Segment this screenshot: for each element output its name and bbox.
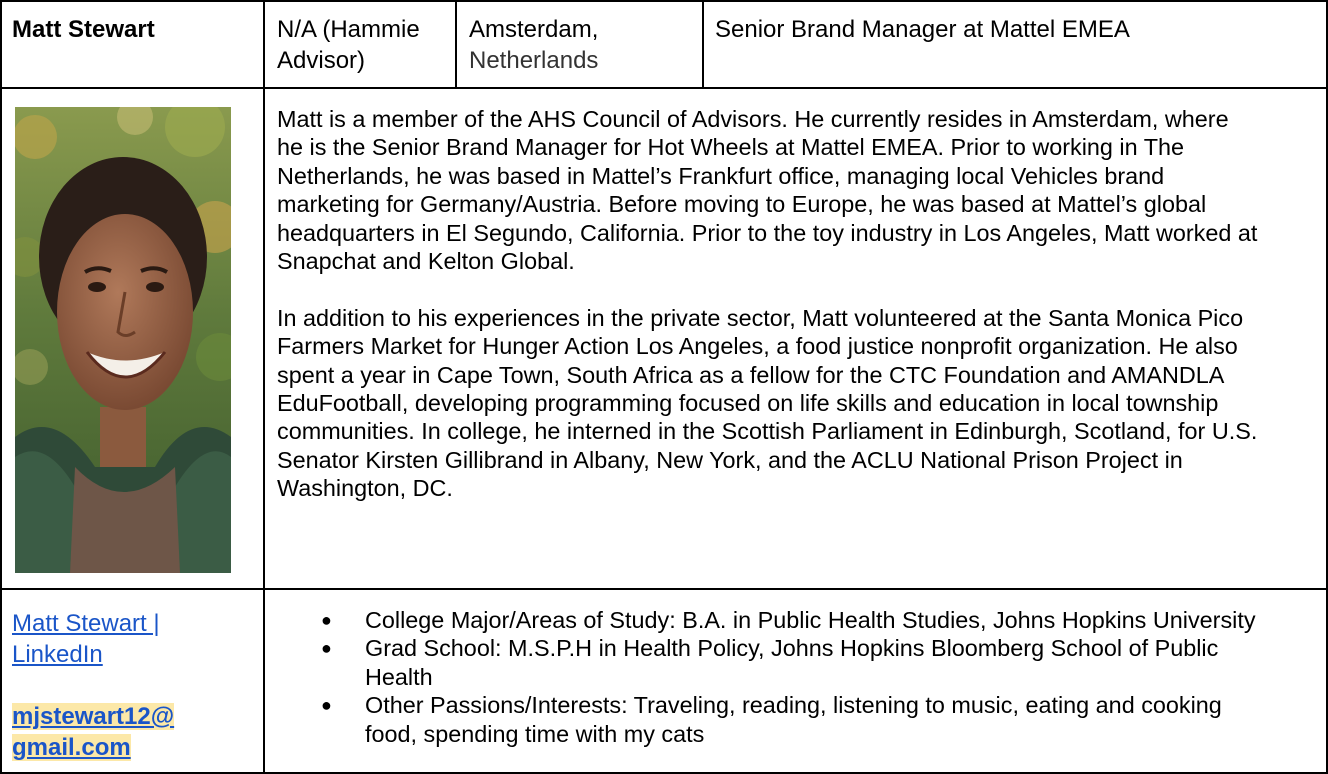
bio-line: spent a year in Cape Town, South Africa as a fellow for the CTC Foundation and AMANDLA: [277, 361, 1225, 388]
job-title: Senior Brand Manager at Mattel EMEA: [715, 16, 1130, 43]
bio-line: communities. In college, he interned in the Scottish Parliament in Edinburgh, Scotland, for U.S.: [277, 418, 1258, 445]
fact-line: Health: [365, 663, 433, 690]
location-line-2: Netherlands: [469, 47, 599, 74]
list-item: [321, 634, 1314, 691]
email-link[interactable]: [12, 703, 174, 761]
bio-line: Snapchat and Kelton Global.: [277, 248, 575, 275]
bio-line: In addition to his experiences in the private sector, Matt volunteered at the Santa Monica Pico: [277, 304, 1244, 331]
facts-list: [265, 606, 1314, 748]
bio-line: he is the Senior Brand Manager for Hot Wheels at Mattel EMEA. Prior to working in The: [277, 134, 1185, 161]
facts-cell: [263, 588, 1328, 774]
bio-line: Senator Kirsten Gillibrand in Albany, New York, and the ACLU National Prison Project in: [277, 446, 1183, 473]
role-line-1: N/A (Hammie: [277, 16, 420, 43]
role-cell: [263, 0, 457, 89]
list-item: [321, 691, 1314, 748]
bio-paragraph-2: [277, 304, 1314, 503]
fact-line: Other Passions/Interests: Traveling, reading, listening to music, eating and cooking: [365, 692, 1222, 719]
name-cell: [0, 0, 265, 89]
links-cell: [0, 588, 265, 774]
bio-line: Washington, DC.: [277, 475, 453, 502]
bio-cell: [263, 87, 1328, 590]
fact-line: food, spending time with my cats: [365, 720, 705, 747]
bullet-icon: ●: [321, 695, 332, 716]
bio-line: Netherlands, he was based in Mattel’s Frankfurt office, managing local Vehicles brand: [277, 162, 1165, 189]
linkedin-link-line-1[interactable]: Matt Stewart |: [12, 610, 160, 637]
portrait-photo: [15, 107, 231, 573]
email-link-line-2[interactable]: gmail.com: [12, 734, 131, 761]
bio-line: Farmers Market for Hunger Action Los Angeles, a food justice nonprofit organization. He also: [277, 333, 1238, 360]
bio-line: marketing for Germany/Austria. Before moving to Europe, he was based at Mattel’s global: [277, 191, 1207, 218]
location-line-1: Amsterdam,: [469, 16, 599, 43]
email-link-line-1[interactable]: mjstewart12@: [12, 703, 175, 730]
linkedin-link[interactable]: [12, 610, 160, 668]
bullet-icon: ●: [321, 638, 332, 659]
bio-line: EduFootball, developing programming focused on life skills and education in local township: [277, 390, 1219, 417]
person-name: Matt Stewart: [12, 16, 155, 43]
bio-paragraph-1: [277, 105, 1314, 275]
bio-line: Matt is a member of the AHS Council of Advisors. He currently resides in Amsterdam, where: [277, 106, 1229, 132]
fact-line: College Major/Areas of Study: B.A. in Public Health Studies, Johns Hopkins University: [365, 607, 1256, 633]
spacer: [12, 670, 253, 701]
location-cell: [455, 0, 704, 89]
job-title-cell: [702, 0, 1328, 89]
bullet-icon: ●: [321, 610, 332, 630]
linkedin-link-line-2[interactable]: LinkedIn: [12, 641, 103, 668]
photo-cell: [0, 87, 265, 590]
list-item: [321, 606, 1314, 634]
bio-line: headquarters in El Segundo, California. Prior to the toy industry in Los Angeles, Matt worked at: [277, 219, 1258, 246]
fact-line: Grad School: M.S.P.H in Health Policy, Johns Hopkins Bloomberg School of Public: [365, 635, 1219, 662]
role-line-2: Advisor): [277, 47, 366, 74]
